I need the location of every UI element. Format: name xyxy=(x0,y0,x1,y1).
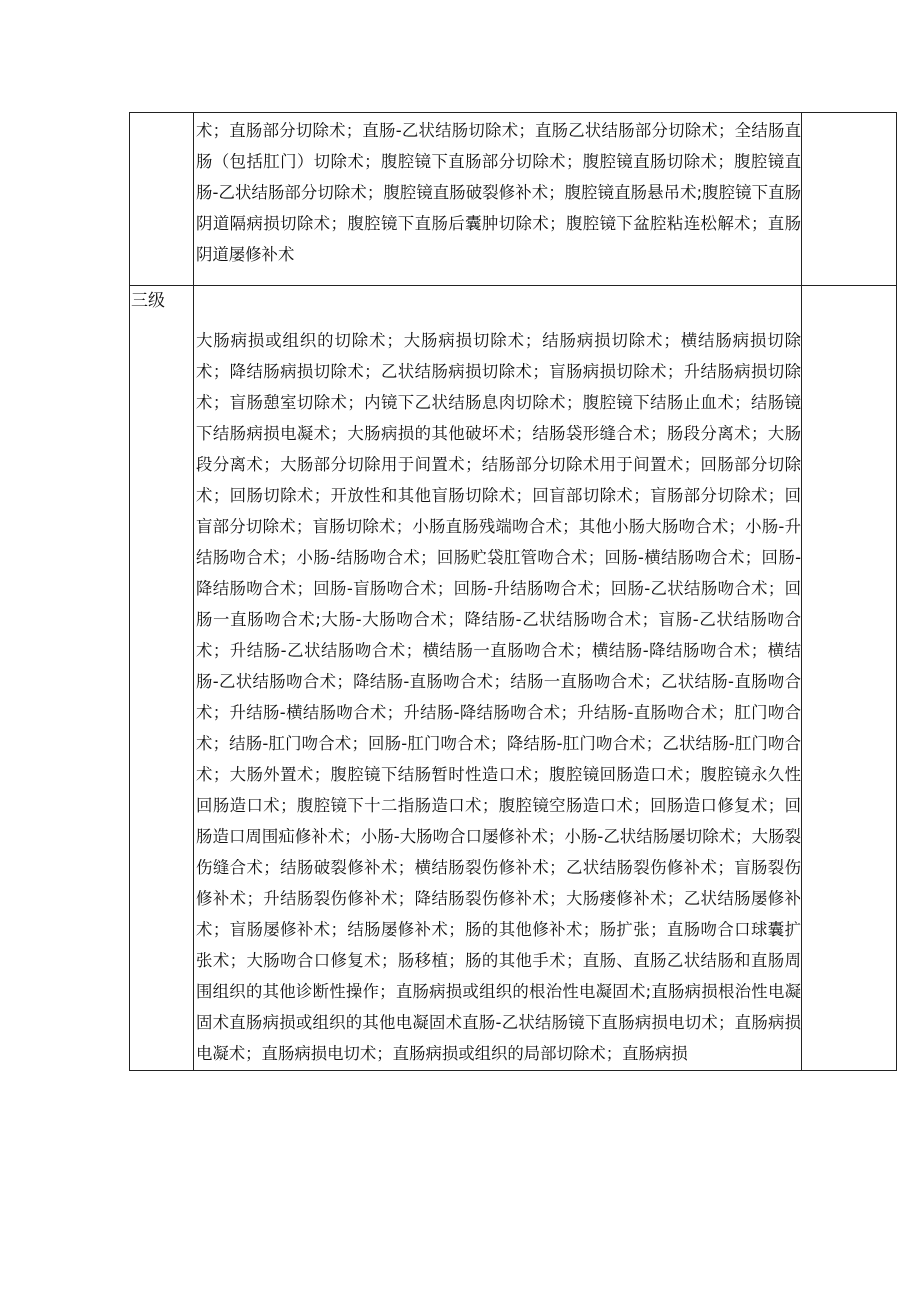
table-row xyxy=(130,286,897,1071)
procedure-list: 大肠病损或组织的切除术；大肠病损切除术；结肠病损切除术；横结肠病损切除术；降结肠病损切除术；乙状结肠病损切除术；盲肠病损切除术；升结肠病损切除术；盲肠憩室切除术；内镜下乙状结肠息肉切除术；腹腔镜下结肠止血术；结肠镜下结肠病损电凝术；大肠病损的其他破坏术；结肠袋形缝合术；肠段分离术；大肠段分离术；大肠部分切除用于间置术；结肠部分切除术用于间置术；回肠部分切除术；回肠切除术；开放性和其他盲肠切除术；回盲部切除术；盲肠部分切除术；回盲部分切除术；盲肠切除术；小肠直肠残端吻合术；其他小肠大肠吻合术；小肠-升结肠吻合术；小肠-结肠吻合术；回肠贮袋肛管吻合术；回肠-横结肠吻合术；回肠-降结肠吻合术；回肠-盲肠吻合术；回肠-升结肠吻合术；回肠-乙状结肠吻合术；回肠一直肠吻合术;大肠-大肠吻合术；降结肠-乙状结肠吻合术；盲肠-乙状结肠吻合术；升结肠-乙状结肠吻合术；横结肠一直肠吻合术；横结肠-降结肠吻合术；横结肠-乙状结肠吻合术；降结肠-直肠吻合术；结肠一直肠吻合术；乙状结肠-直肠吻合术；升结肠-横结肠吻合术；升结肠-降结肠吻合术；升结肠-直肠吻合术；肛门吻合术；结肠-肛门吻合术；回肠-肛门吻合术；降结肠-肛门吻合术；乙状结肠-肛门吻合术；大肠外置术；腹腔镜下结肠暂时性造口术；腹腔镜回肠造口术；腹腔镜永久性回肠造口术；腹腔镜下十二指肠造口术；腹腔镜空肠造口术；回肠造口修复术；回肠造口周围疝修补术；小肠-大肠吻合口屡修补术；小肠-乙状结肠屡切除术；大肠裂伤缝合术；结肠破裂修补术；横结肠裂伤修补术；乙状结肠裂伤修补术；盲肠裂伤修补术；升结肠裂伤修补术；降结肠裂伤修补术；大肠瘘修补术；乙状结肠屡修补术；盲肠屡修补术；结肠屡修补术；肠的其他修补术；肠扩张；直肠吻合口球囊扩张术；大肠吻合口修复术；肠移植；肠的其他手术；直肠、直肠乙状结肠和直肠周围组织的其他诊断性操作；直肠病损或组织的根治性电凝固术;直肠病损根治性电凝固术直肠病损或组织的其他电凝固术直肠-乙状结肠镜下直肠病损电切术；直肠病损电凝术；直肠病损电切术；直肠病损或组织的局部切除术；直肠病损 xyxy=(196,331,801,1063)
level-cell xyxy=(130,113,194,286)
note-text xyxy=(802,286,896,326)
note-cell xyxy=(802,113,897,286)
note-cell xyxy=(802,286,897,1071)
level-label: 三级 xyxy=(131,291,165,311)
note-text xyxy=(802,113,896,117)
surgery-grade-table xyxy=(129,112,897,1071)
procedures-cell xyxy=(194,286,802,1071)
table-row xyxy=(130,113,897,286)
procedure-list: 术；直肠部分切除术；直肠-乙状结肠切除术；直肠乙状结肠部分切除术；全结肠直肠（包括肛门）切除术；腹腔镜下直肠部分切除术；腹腔镜直肠切除术；腹腔镜直肠-乙状结肠部分切除术；腹腔镜直肠破裂修补术；腹腔镜直肠悬吊术;腹腔镜下直肠阴道隔病损切除术；腹腔镜下直肠后囊肿切除术；腹腔镜下盆腔粘连松解术；直肠阴道屡修补术 xyxy=(196,121,801,264)
level-cell xyxy=(130,286,194,1071)
level-label xyxy=(130,113,193,118)
procedures-cell xyxy=(194,113,802,286)
